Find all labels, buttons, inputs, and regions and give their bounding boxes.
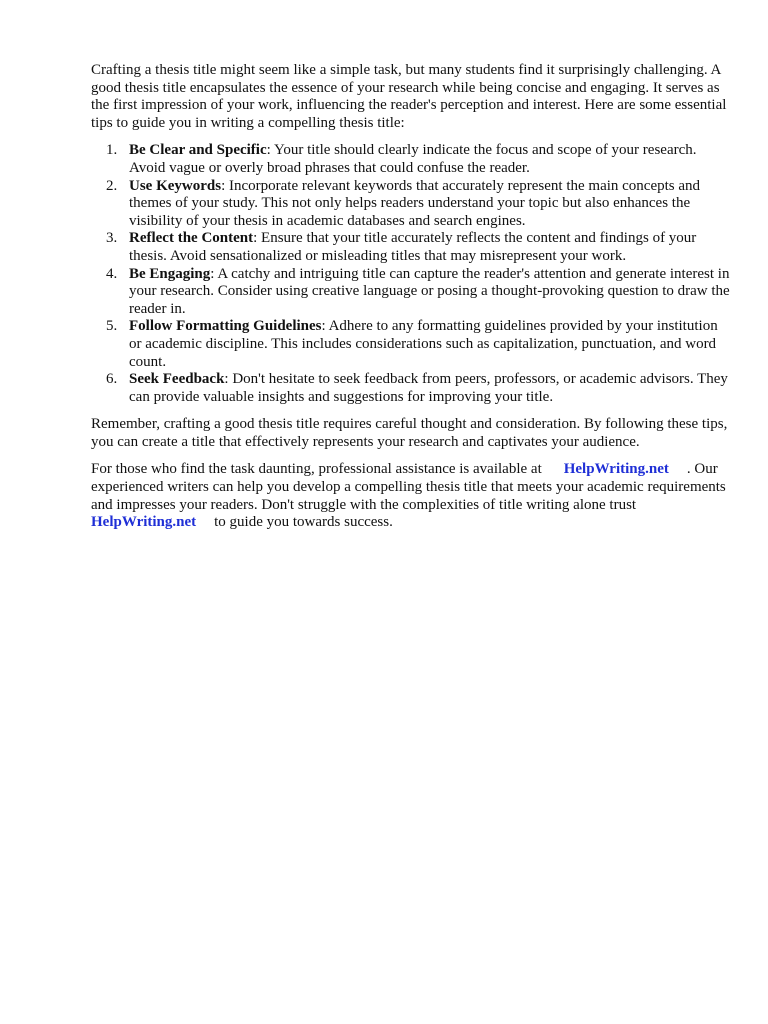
helpwriting-link[interactable]: HelpWriting.net <box>91 514 197 531</box>
closing-text-1: For those who find the task daunting, professional assistance is available at <box>91 461 542 478</box>
tip-text: : Your title should clearly indicate the focus and scope of your research. Avoid vague or overly broad phrases that could confuse the reader. <box>129 142 697 176</box>
tip-text: : Incorporate relevant keywords that accurately represent the main concepts and themes of your study. This not only helps readers understand your topic but also enhances the visibility of your thesis in academic databases and search engines. <box>129 177 701 229</box>
closing-text-3: to guide you towards success. <box>214 514 393 531</box>
list-item <box>91 371 731 406</box>
tip-text: : Ensure that your title accurately reflects the content and findings of your thesis. Avoid sensationalized or misleading titles that may misrepresent your work. <box>129 230 697 264</box>
list-item <box>91 142 731 177</box>
tips-list <box>91 142 731 406</box>
tip-text: : Adhere to any formatting guidelines provided by your institution or academic discipline. This includes considerations such as capitalization, punctuation, and word count. <box>129 318 718 370</box>
helpwriting-link[interactable]: HelpWriting.net <box>563 461 669 478</box>
tip-title: Reflect the Content <box>129 230 254 247</box>
tip-title: Follow Formatting Guidelines <box>129 318 322 335</box>
tip-title: Seek Feedback <box>129 371 225 388</box>
list-number: 5. <box>106 318 118 335</box>
closing-text-2: . Our experienced writers can help you develop a compelling thesis title that meets your academic requirements and impresses your readers. Don't struggle with the complexities of title writing alone trust <box>91 461 726 513</box>
list-number: 4. <box>106 265 118 282</box>
remember-paragraph: Remember, crafting a good thesis title requires careful thought and consideration. By following these tips, you can create a title that effectively represents your research and captivates your audience. <box>91 416 728 450</box>
intro-paragraph: Crafting a thesis title might seem like a simple task, but many students find it surprisingly challenging. A good thesis title encapsulates the essence of your research while being concise and engaging. It serves as the first impression of your work, influencing the reader's perception and interest. Here are some essential tips to guide you in writing a compelling thesis title: <box>91 62 727 131</box>
tip-title: Be Clear and Specific <box>129 142 267 159</box>
list-number: 6. <box>106 371 118 388</box>
list-number: 1. <box>106 142 118 159</box>
list-number: 3. <box>106 230 118 247</box>
closing-paragraph <box>91 461 731 531</box>
document-body <box>91 62 731 532</box>
tip-title: Use Keywords <box>129 177 222 194</box>
list-item <box>91 318 731 371</box>
list-item <box>91 266 731 319</box>
tip-text: : A catchy and intriguing title can capture the reader's attention and generate interest in your research. Consider using creative language or posing a thought-provoking question to draw the reader in. <box>129 265 730 317</box>
list-item <box>91 178 731 231</box>
tip-text: : Don't hesitate to seek feedback from peers, professors, or academic advisors. They can provide valuable insights and suggestions for improving your title. <box>129 371 728 405</box>
list-item <box>91 230 731 265</box>
tip-title: Be Engaging <box>129 265 211 282</box>
list-number: 2. <box>106 177 118 194</box>
